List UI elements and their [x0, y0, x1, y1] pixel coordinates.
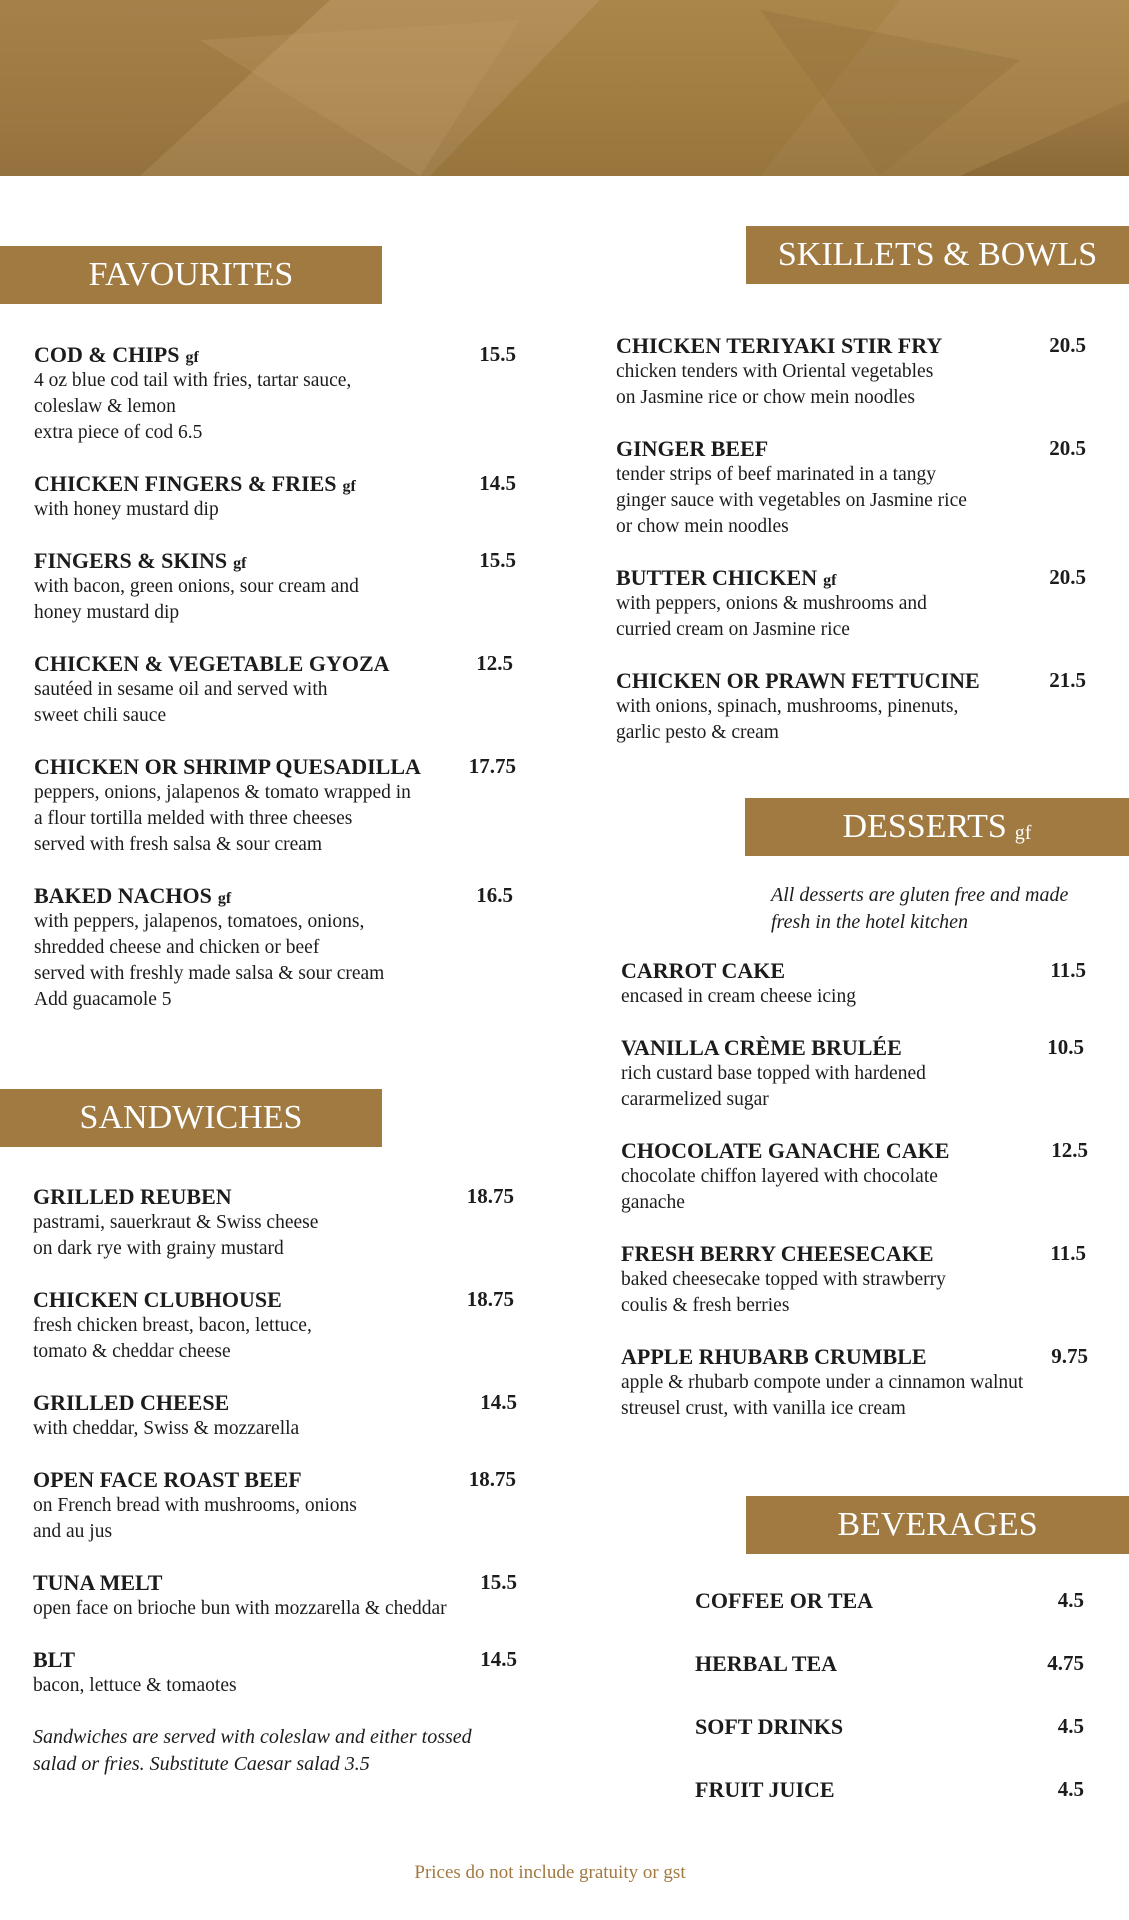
- description-line: tomato & cheddar cheese: [33, 1341, 231, 1362]
- description-line: Add guacamole 5: [34, 989, 172, 1010]
- description-line: bacon, lettuce & tomaotes: [33, 1675, 237, 1696]
- item-name: COD & CHIPS: [34, 342, 180, 367]
- item-price: 14.5: [479, 471, 516, 495]
- item-price: 20.5: [1049, 333, 1086, 357]
- beverage-name: COFFEE OR TEA: [695, 1588, 874, 1613]
- item-name: BUTTER CHICKEN: [616, 565, 818, 590]
- item-description: [34, 780, 516, 858]
- menu-item: [34, 342, 516, 446]
- menu-item: [616, 565, 1086, 643]
- item-price: 11.5: [1050, 958, 1086, 982]
- item-description: [34, 677, 516, 729]
- description-line: with peppers, jalapenos, tomatoes, onions,: [34, 911, 365, 932]
- item-price: 16.5: [476, 883, 513, 907]
- item-description: [616, 591, 1086, 643]
- item-price: 17.75: [468, 754, 516, 778]
- item-description: [621, 1370, 1088, 1422]
- item-price: 10.5: [1047, 1035, 1084, 1059]
- description-line: with bacon, green onions, sour cream and: [34, 576, 359, 597]
- item-price: 14.5: [480, 1390, 517, 1414]
- item-price: 9.75: [1051, 1344, 1088, 1368]
- description-line: served with fresh salsa & sour cream: [34, 834, 323, 855]
- header-banner: [0, 0, 1129, 176]
- gluten-free-badge: gf: [217, 890, 232, 907]
- item-price: 12.5: [1051, 1138, 1088, 1162]
- favourites-list: [34, 342, 516, 1038]
- description-line: coleslaw & lemon: [34, 396, 176, 417]
- gluten-free-badge: gf: [185, 349, 199, 366]
- menu-item: [33, 1570, 517, 1622]
- item-description: [621, 1164, 1088, 1216]
- item-name: CHOCOLATE GANACHE CAKE: [621, 1138, 950, 1163]
- menu-item: [33, 1647, 517, 1699]
- description-line: open face on brioche bun with mozzarella & cheddar: [33, 1598, 447, 1619]
- item-name: BAKED NACHOS: [34, 883, 212, 908]
- item-name: OPEN FACE ROAST BEEF: [33, 1467, 302, 1492]
- item-description: [33, 1596, 517, 1622]
- description-line: served with freshly made salsa & sour cream: [34, 963, 385, 984]
- skillets-list: [616, 333, 1086, 771]
- beverage-price: 4.75: [1047, 1651, 1084, 1675]
- item-name: CHICKEN TERIYAKI STIR FRY: [616, 333, 943, 358]
- menu-item: [33, 1287, 517, 1365]
- skillets-header: [746, 226, 1129, 284]
- menu-item: [621, 1241, 1088, 1319]
- beverage-item: [695, 1777, 1084, 1840]
- beverages-title: BEVERAGES: [837, 1506, 1038, 1543]
- menu-item: [621, 1035, 1088, 1113]
- menu-item: [34, 548, 516, 626]
- item-description: [33, 1210, 517, 1262]
- menu-item: [621, 1138, 1088, 1216]
- item-description: [621, 1061, 1088, 1113]
- description-line: cararmelized sugar: [621, 1089, 769, 1110]
- price-disclaimer: Prices do not include gratuity or gst: [414, 1862, 686, 1883]
- item-price: 15.5: [479, 548, 516, 572]
- item-price: 21.5: [1049, 668, 1086, 692]
- item-name: CHICKEN CLUBHOUSE: [33, 1287, 282, 1312]
- beverage-name: FRUIT JUICE: [695, 1777, 835, 1802]
- description-line: pastrami, sauerkraut & Swiss cheese: [33, 1212, 319, 1233]
- item-description: [34, 909, 516, 1013]
- description-line: with onions, spinach, mushrooms, pinenuts,: [616, 696, 959, 717]
- description-line: on dark rye with grainy mustard: [33, 1238, 284, 1259]
- banner-geometric-pattern: [0, 0, 1129, 176]
- item-name: FRESH BERRY CHEESECAKE: [621, 1241, 934, 1266]
- description-line: peppers, onions, jalapenos & tomato wrapped in: [34, 782, 411, 803]
- description-line: baked cheesecake topped with strawberry: [621, 1269, 946, 1290]
- description-line: with honey mustard dip: [34, 499, 219, 520]
- menu-item: [34, 651, 516, 729]
- beverage-item: [695, 1714, 1084, 1777]
- description-line: ginger sauce with vegetables on Jasmine rice: [616, 490, 967, 511]
- item-description: [616, 694, 1086, 746]
- item-description: [616, 359, 1086, 411]
- beverage-price: 4.5: [1057, 1714, 1084, 1738]
- item-description: [34, 497, 516, 523]
- menu-item: [34, 754, 516, 858]
- favourites-header: [0, 246, 382, 304]
- item-name: CARROT CAKE: [621, 958, 786, 983]
- menu-item: [33, 1184, 517, 1262]
- description-line: honey mustard dip: [34, 602, 180, 623]
- item-name: GINGER BEEF: [616, 436, 769, 461]
- menu-item: [34, 471, 516, 523]
- item-name: CHICKEN & VEGETABLE GYOZA: [34, 651, 390, 676]
- description-line: shredded cheese and chicken or beef: [34, 937, 320, 958]
- note-line: Sandwiches are served with coleslaw and either tossed: [33, 1726, 472, 1748]
- item-description: [33, 1673, 517, 1699]
- description-line: apple & rhubarb compote under a cinnamon walnut: [621, 1372, 1024, 1393]
- description-line: with cheddar, Swiss & mozzarella: [33, 1418, 300, 1439]
- note-line: salad or fries. Substitute Caesar salad 3.5: [33, 1753, 370, 1775]
- beverage-item: [695, 1651, 1084, 1714]
- item-price: 15.5: [479, 342, 516, 366]
- description-line: 4 oz blue cod tail with fries, tartar sauce,: [34, 370, 352, 391]
- description-line: sweet chili sauce: [34, 705, 167, 726]
- description-line: sautéed in sesame oil and served with: [34, 679, 328, 700]
- desserts-gluten-free-badge: gf: [1014, 821, 1032, 844]
- item-price: 20.5: [1049, 565, 1086, 589]
- description-line: and au jus: [33, 1521, 113, 1542]
- gluten-free-badge: gf: [342, 478, 356, 495]
- gluten-free-badge: gf: [233, 555, 247, 572]
- item-name: BLT: [33, 1647, 76, 1672]
- item-name: GRILLED REUBEN: [33, 1184, 232, 1209]
- item-description: [34, 368, 516, 446]
- sandwiches-header: [0, 1089, 382, 1147]
- description-line: extra piece of cod 6.5: [34, 422, 203, 443]
- description-line: coulis & fresh berries: [621, 1295, 790, 1316]
- item-price: 18.75: [466, 1184, 514, 1208]
- menu-item: [33, 1390, 517, 1442]
- menu-item: [621, 1344, 1088, 1422]
- item-description: [616, 462, 1086, 540]
- description-line: with peppers, onions & mushrooms and: [616, 593, 927, 614]
- item-price: 18.75: [466, 1287, 514, 1311]
- item-name: APPLE RHUBARB CRUMBLE: [621, 1344, 927, 1369]
- note-line: fresh in the hotel kitchen: [771, 911, 968, 933]
- beverage-price: 4.5: [1057, 1588, 1084, 1612]
- item-price: 18.75: [468, 1467, 516, 1491]
- item-name: CHICKEN OR PRAWN FETTUCINE: [616, 668, 980, 693]
- description-line: garlic pesto & cream: [616, 722, 779, 743]
- item-name: FINGERS & SKINS: [34, 548, 228, 573]
- description-line: encased in cream cheese icing: [621, 986, 856, 1007]
- menu-item: [616, 333, 1086, 411]
- beverage-item: [695, 1588, 1084, 1651]
- favourites-title: FAVOURITES: [88, 256, 294, 293]
- menu-item: [616, 436, 1086, 540]
- beverage-name: SOFT DRINKS: [695, 1714, 844, 1739]
- desserts-title: DESSERTS: [842, 808, 1007, 845]
- note-line: All desserts are gluten free and made: [771, 884, 1069, 906]
- sandwiches-list: [33, 1184, 517, 1778]
- item-name: TUNA MELT: [33, 1570, 163, 1595]
- item-name: CHICKEN OR SHRIMP QUESADILLA: [34, 754, 421, 779]
- item-name: GRILLED CHEESE: [33, 1390, 230, 1415]
- item-name: VANILLA CRÈME BRULÉE: [621, 1035, 902, 1060]
- item-description: [33, 1416, 517, 1442]
- item-name: CHICKEN FINGERS & FRIES: [34, 471, 337, 496]
- desserts-note: [771, 882, 1111, 936]
- item-description: [621, 984, 1088, 1010]
- item-price: 20.5: [1049, 436, 1086, 460]
- description-line: tender strips of beef marinated in a tangy: [616, 464, 937, 485]
- item-price: 14.5: [480, 1647, 517, 1671]
- item-description: [33, 1313, 517, 1365]
- description-line: chicken tenders with Oriental vegetables: [616, 361, 934, 382]
- desserts-header: [745, 798, 1129, 856]
- beverage-price: 4.5: [1057, 1777, 1084, 1801]
- skillets-title: SKILLETS & BOWLS: [777, 236, 1098, 273]
- item-price: 12.5: [476, 651, 513, 675]
- sandwiches-note: [33, 1724, 517, 1778]
- description-line: or chow mein noodles: [616, 516, 789, 537]
- item-price: 15.5: [480, 1570, 517, 1594]
- description-line: fresh chicken breast, bacon, lettuce,: [33, 1315, 312, 1336]
- description-line: streusel crust, with vanilla ice cream: [621, 1398, 906, 1419]
- menu-item: [34, 883, 516, 1013]
- sandwiches-title: SANDWICHES: [79, 1099, 303, 1136]
- item-price: 11.5: [1050, 1241, 1086, 1265]
- description-line: on Jasmine rice or chow mein noodles: [616, 387, 915, 408]
- item-description: [34, 574, 516, 626]
- item-description: [33, 1493, 517, 1545]
- gluten-free-badge: gf: [823, 572, 837, 589]
- desserts-list: [621, 958, 1088, 1447]
- description-line: rich custard base topped with hardened: [621, 1063, 926, 1084]
- menu-item: [33, 1467, 517, 1545]
- description-line: curried cream on Jasmine rice: [616, 619, 850, 640]
- menu-item: [621, 958, 1088, 1010]
- description-line: on French bread with mushrooms, onions: [33, 1495, 357, 1516]
- beverages-list: [695, 1588, 1084, 1840]
- beverage-name: HERBAL TEA: [695, 1651, 838, 1676]
- description-line: chocolate chiffon layered with chocolate: [621, 1166, 938, 1187]
- description-line: a flour tortilla melded with three cheeses: [34, 808, 353, 829]
- menu-item: [616, 668, 1086, 746]
- item-description: [621, 1267, 1088, 1319]
- description-line: ganache: [621, 1192, 685, 1213]
- beverages-header: [746, 1496, 1129, 1554]
